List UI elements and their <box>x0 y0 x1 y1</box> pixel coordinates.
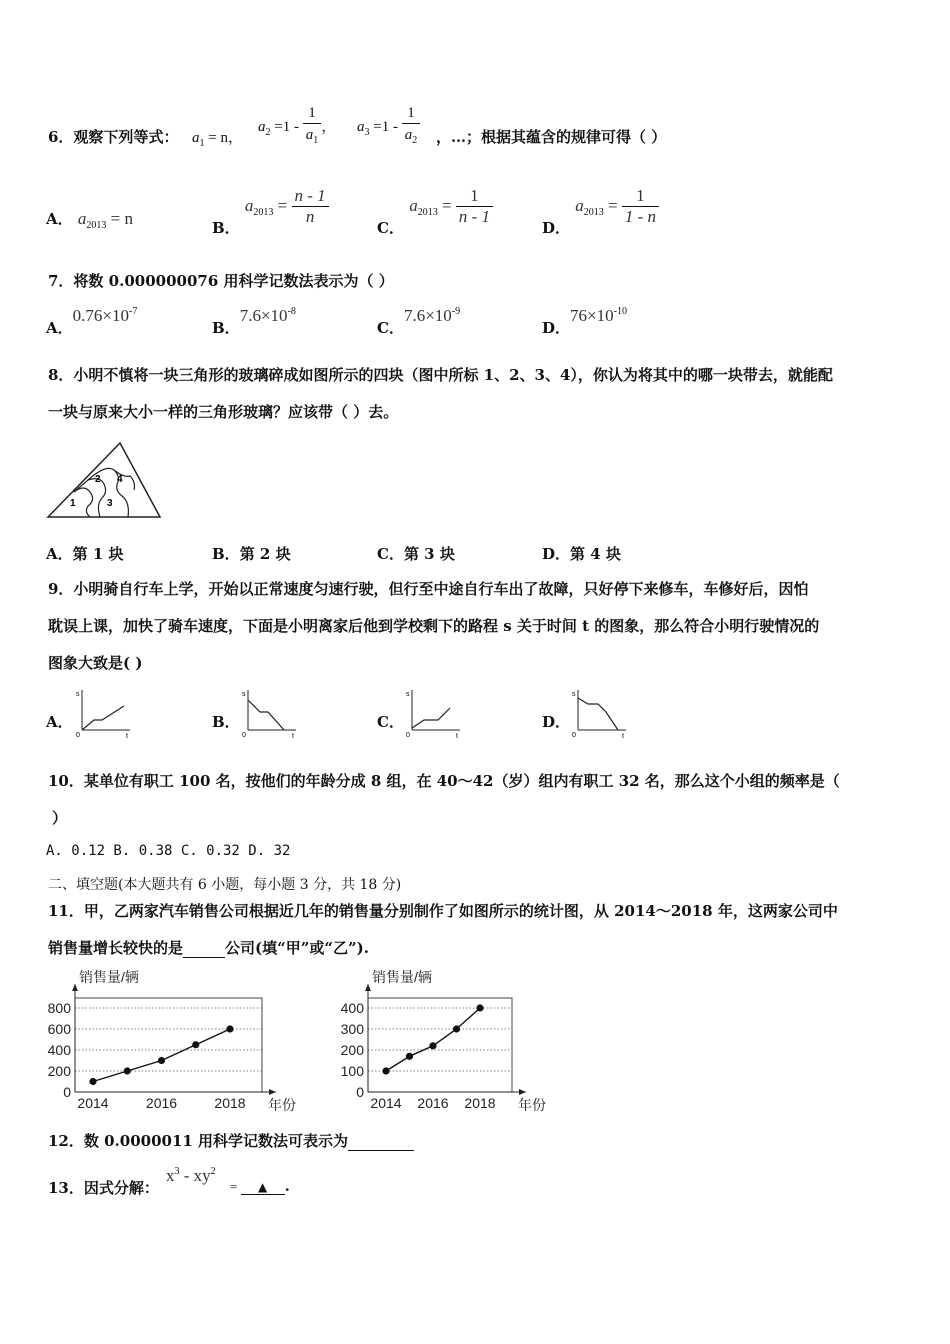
origin-label: 0 <box>572 732 576 738</box>
data-point <box>226 1025 233 1032</box>
x-tick-label: 2016 <box>417 1095 449 1111</box>
q6-prefix: 6．观察下列等式： <box>48 128 179 146</box>
data-point <box>429 1042 436 1049</box>
graph-line <box>248 700 284 730</box>
y-tick-label: 0 <box>63 1084 71 1100</box>
q12-line: 12．数 0.0000011 用科学记数法可表示为 <box>48 1130 414 1151</box>
data-point <box>453 1025 460 1032</box>
x-tick-label: 2018 <box>214 1095 246 1111</box>
graph-line <box>578 698 618 730</box>
y-tick-label: 0 <box>356 1084 364 1100</box>
q6-option-d[interactable]: D． $a_{2013}$ = $\frac{1}{1 - n}$ <box>542 186 659 227</box>
origin-label: 0 <box>242 732 246 738</box>
q6-a3-fraction: $\frac{1}{a_2}$ <box>402 103 421 151</box>
q7-option-a[interactable]: A．$0.76\times 10^{-7}$ <box>46 306 138 337</box>
chart-jia <box>40 966 310 1118</box>
q6-option-c[interactable]: C． $a_{2013}$ = $\frac{1}{n - 1}$ <box>377 186 493 227</box>
q9-graph-c[interactable] <box>402 688 464 738</box>
q9-option-c-label[interactable]: C． <box>377 713 404 731</box>
q6-a1: $a_1 = n$， <box>192 130 243 149</box>
triangle-outline <box>48 443 160 517</box>
series-line <box>93 1029 230 1082</box>
q9-graph-a[interactable] <box>72 688 134 738</box>
origin-label: 0 <box>76 732 80 738</box>
data-point <box>124 1067 131 1074</box>
axis-s-label: s <box>406 691 410 698</box>
axis-t-label: t <box>292 733 294 738</box>
q7-option-d[interactable]: D．$76\times 10^{-10}$ <box>542 306 627 337</box>
axis-t-label: t <box>126 733 128 738</box>
q9-option-d-label[interactable]: D． <box>542 713 571 731</box>
axis-t-label: t <box>456 733 458 738</box>
q9-option-a-label[interactable]: A． <box>46 713 73 731</box>
q9-line3: 图象大致是( ) <box>48 654 143 672</box>
y-axis-title: 销售量/辆 <box>79 969 139 985</box>
q9-line2: 耽误上课，加快了骑车速度，下面是小明离家后他到学校剩下的路程 s 关于时间 t 的图象，那么符合小明行驶情况的 <box>48 617 820 635</box>
q9-line1: 9．小明骑自行车上学，开始以正常速度匀速行驶，但行至中途自行车出了故障，只好停下来修车，车修好后，因怕 <box>48 580 809 598</box>
piece-label-2: 2 <box>95 474 101 485</box>
q8-line2: 一块与原来大小一样的三角形玻璃？应该带（ ）去。 <box>48 403 399 421</box>
y-tick-label: 200 <box>47 1063 71 1079</box>
data-point <box>192 1041 199 1048</box>
x-tick-label: 2016 <box>145 1095 178 1111</box>
data-point <box>89 1078 96 1085</box>
series-line <box>386 1008 480 1071</box>
q13-expression: $x^3 - xy^2$ <box>166 1166 216 1185</box>
q8-line1: 8．小明不慎将一块三角形的玻璃碎成如图所示的四块（图中所标 1、2、3、4），你认为将其中的哪一块带去，就能配 <box>48 366 833 384</box>
x-tick-label: 2014 <box>370 1095 402 1111</box>
data-point <box>382 1067 389 1074</box>
x-axis-arrow <box>519 1089 526 1095</box>
q7-option-c[interactable]: C．$7.6\times 10^{-9}$ <box>377 306 461 337</box>
q9-graph-b[interactable] <box>238 688 300 738</box>
axis-s-label: s <box>76 691 80 698</box>
y-tick-label: 200 <box>340 1042 364 1058</box>
q7-stem: 7．将数 0.000000076 用科学记数法表示为（ ） <box>48 272 394 290</box>
graph-line <box>82 706 124 730</box>
y-tick-label: 600 <box>47 1021 71 1037</box>
crack-line-1 <box>74 488 93 517</box>
q6-a3: $a_3 =1$ - $\frac{1}{a_2}$ <box>357 103 420 151</box>
q10-line1: 10．某单位有职工 100 名，按他们的年龄分成 8 组，在 40～42（岁）组内有职工 32 名，那么这个小组的频率是（ <box>48 772 840 790</box>
piece-label-4: 4 <box>117 474 123 485</box>
data-point <box>158 1057 165 1064</box>
q13-line: 13．因式分解： <box>48 1179 159 1197</box>
y-tick-label: 400 <box>340 1000 364 1016</box>
chart-yi <box>334 966 564 1118</box>
q8-option-c[interactable]: C．第 3 块 <box>377 545 455 563</box>
broken-triangle-figure <box>44 440 164 522</box>
q6-option-b[interactable]: B． $a_{2013}$ = $\frac{n - 1}{n}$ <box>212 186 329 227</box>
axis-s-label: s <box>572 691 576 698</box>
plot-frame <box>368 998 512 1092</box>
q11-line2: 销售量增长较快的是 公司(填“甲”或“乙”). <box>48 939 369 957</box>
q11-answer-blank[interactable] <box>183 939 225 958</box>
q6-c-fraction: $\frac{1}{n - 1}$ <box>456 186 493 227</box>
axis-s-label: s <box>242 691 246 698</box>
piece-label-1: 1 <box>70 498 76 509</box>
q10-line2: ） <box>52 809 68 827</box>
data-point <box>406 1053 413 1060</box>
x-tick-label: 2018 <box>464 1095 496 1111</box>
q13-answer-blank[interactable]: ▲ <box>241 1180 285 1195</box>
q9-graph-d[interactable] <box>568 688 630 738</box>
q9-option-b-label[interactable]: B． <box>212 713 240 731</box>
q8-option-a[interactable]: A．第 1 块 <box>46 545 124 563</box>
q8-option-b[interactable]: B．第 2 块 <box>212 545 291 563</box>
q6-suffix: ，…；根据其蕴含的规律可得（ ） <box>436 128 667 146</box>
q11-line1: 11．甲，乙两家汽车销售公司根据近几年的销售量分别制作了如图所示的统计图，从 2014～2018 年，这两家公司中 <box>48 902 838 920</box>
q6-a2: $a_2 =1$ - $\frac{1}{a_1}$ ， <box>258 103 336 151</box>
data-point <box>476 1004 483 1011</box>
q6-d-fraction: $\frac{1}{1 - n}$ <box>622 186 659 227</box>
y-tick-label: 800 <box>47 1000 71 1016</box>
x-axis-title: 年份 <box>518 1097 546 1113</box>
q10-options[interactable]: A. 0.12 B. 0.38 C. 0.32 D. 32 <box>46 843 291 859</box>
y-axis-arrow <box>365 984 371 991</box>
x-axis-title: 年份 <box>268 1097 296 1113</box>
q8-option-d[interactable]: D．第 4 块 <box>542 545 621 563</box>
q6-stem <box>48 126 178 147</box>
q7-option-b[interactable]: B．$7.6\times 10^{-8}$ <box>212 306 296 337</box>
q6-b-fraction: $\frac{n - 1}{n}$ <box>292 186 329 227</box>
y-axis-title: 销售量/辆 <box>372 969 432 985</box>
graph-line <box>412 708 450 728</box>
q12-answer-blank[interactable] <box>348 1132 414 1151</box>
y-tick-label: 300 <box>340 1021 364 1037</box>
section2-heading: 二、填空题(本大题共有 6 小题，每小题 3 分，共 18 分) <box>48 877 402 893</box>
y-axis-arrow <box>72 984 78 991</box>
y-tick-label: 100 <box>340 1063 364 1079</box>
q6-a2-fraction: $\frac{1}{a_1}$ <box>303 103 322 151</box>
axis-t-label: t <box>622 733 624 738</box>
piece-label-3: 3 <box>107 498 113 509</box>
x-axis-arrow <box>269 1089 276 1095</box>
q6-option-a[interactable]: A． $a_{2013} = n$ <box>46 209 133 231</box>
origin-label: 0 <box>406 732 410 738</box>
q13-answer: = ▲ . <box>230 1177 290 1195</box>
y-tick-label: 400 <box>47 1042 71 1058</box>
x-tick-label: 2014 <box>77 1095 109 1111</box>
